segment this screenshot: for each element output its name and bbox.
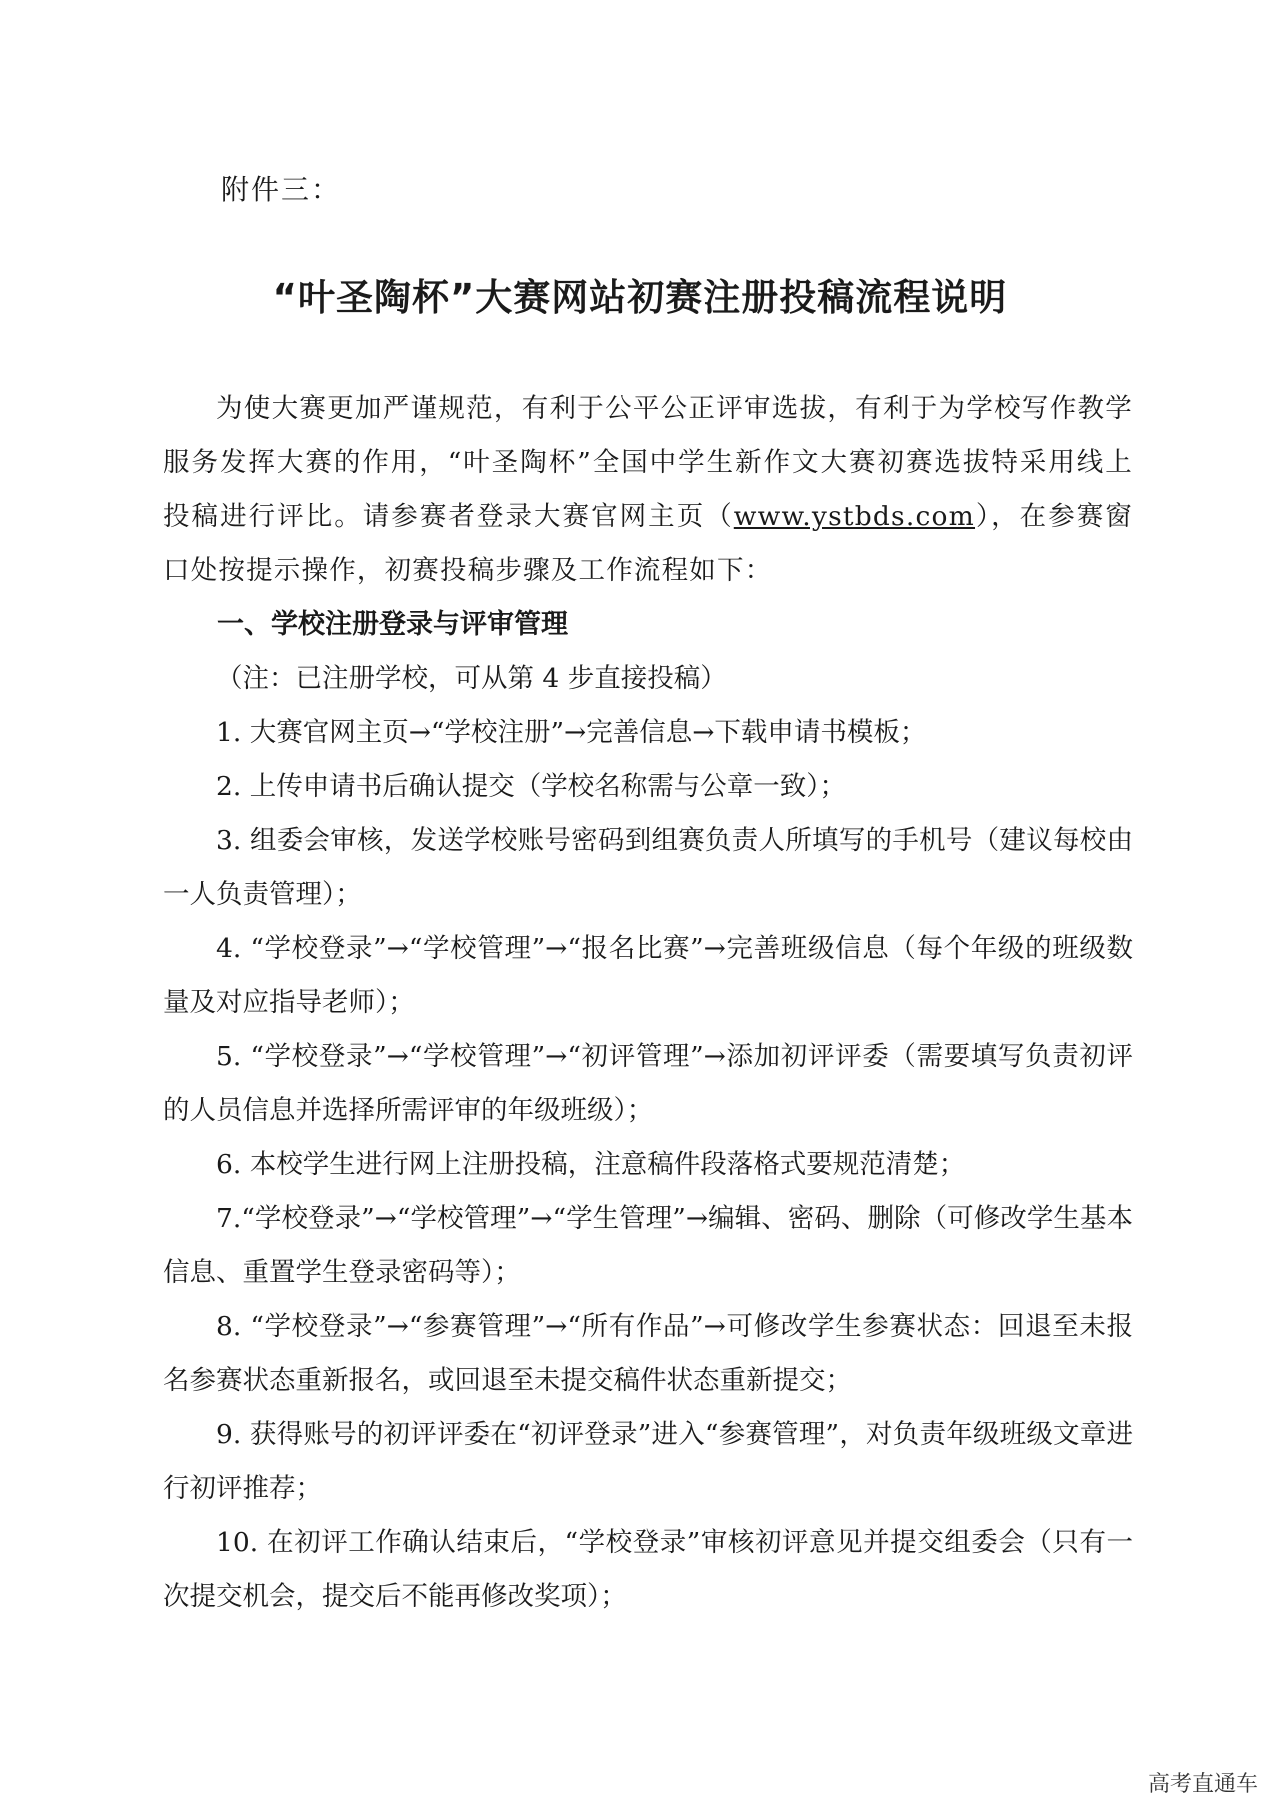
step-7: 7.“学校登录”→“学校管理”→“学生管理”→编辑、密码、删除（可修改学生基本信息、重置学生登录密码等）；	[163, 1203, 1133, 1288]
document-title: “叶圣陶杯”大赛网站初赛注册投稿流程说明	[272, 276, 1008, 319]
section-heading: 一、学校注册登录与评审管理	[217, 609, 568, 640]
website-link[interactable]: www.ystbds.com	[733, 501, 976, 532]
step-4: 4. “学校登录”→“学校管理”→“报名比赛”→完善班级信息（每个年级的班级数量及对应指导老师）；	[163, 933, 1133, 1018]
section-note: （注：已注册学校，可从第 4 步直接投稿）	[216, 663, 727, 694]
step-5: 5. “学校登录”→“学校管理”→“初评管理”→添加初评评委（需要填写负责初评的人员信息并选择所需评审的年级班级）；	[163, 1041, 1133, 1126]
intro-text-after-url: ），在参赛窗口处按提示操作，初赛投稿步骤及工作流程如下：	[163, 501, 1133, 586]
document-body	[163, 382, 1133, 1624]
step-10: 10. 在初评工作确认结束后，“学校登录”审核初评意见并提交组委会（只有一次提交机会，提交后不能再修改奖项）；	[163, 1527, 1133, 1612]
intro-paragraph	[163, 382, 1133, 598]
step-2: 2. 上传申请书后确认提交（学校名称需与公章一致）；	[216, 771, 846, 802]
step-1: 1. 大赛官网主页→“学校注册”→完善信息→下载申请书模板；	[216, 717, 927, 748]
step-3: 3. 组委会审核，发送学校账号密码到组赛负责人所填写的手机号（建议每校由一人负责管理）；	[163, 825, 1133, 910]
attachment-label: 附件三：	[221, 173, 342, 206]
intro-text-before-url: 为使大赛更加严谨规范，有利于公平公正评审选拔，有利于为学校写作教学服务发挥大赛的作用，“叶圣陶杯”全国中学生新作文大赛初赛选拔特采用线上投稿进行评比。请参赛者登录大赛官网主页（	[163, 393, 1133, 532]
step-9: 9. 获得账号的初评评委在“初评登录”进入“参赛管理”，对负责年级班级文章进行初评推荐；	[163, 1419, 1133, 1504]
step-6: 6. 本校学生进行网上注册投稿，注意稿件段落格式要规范清楚；	[216, 1149, 966, 1180]
watermark: 高考直通车	[1147, 1772, 1258, 1797]
step-8: 8. “学校登录”→“参赛管理”→“所有作品”→可修改学生参赛状态：回退至未报名参赛状态重新报名，或回退至未提交稿件状态重新提交；	[163, 1311, 1133, 1396]
